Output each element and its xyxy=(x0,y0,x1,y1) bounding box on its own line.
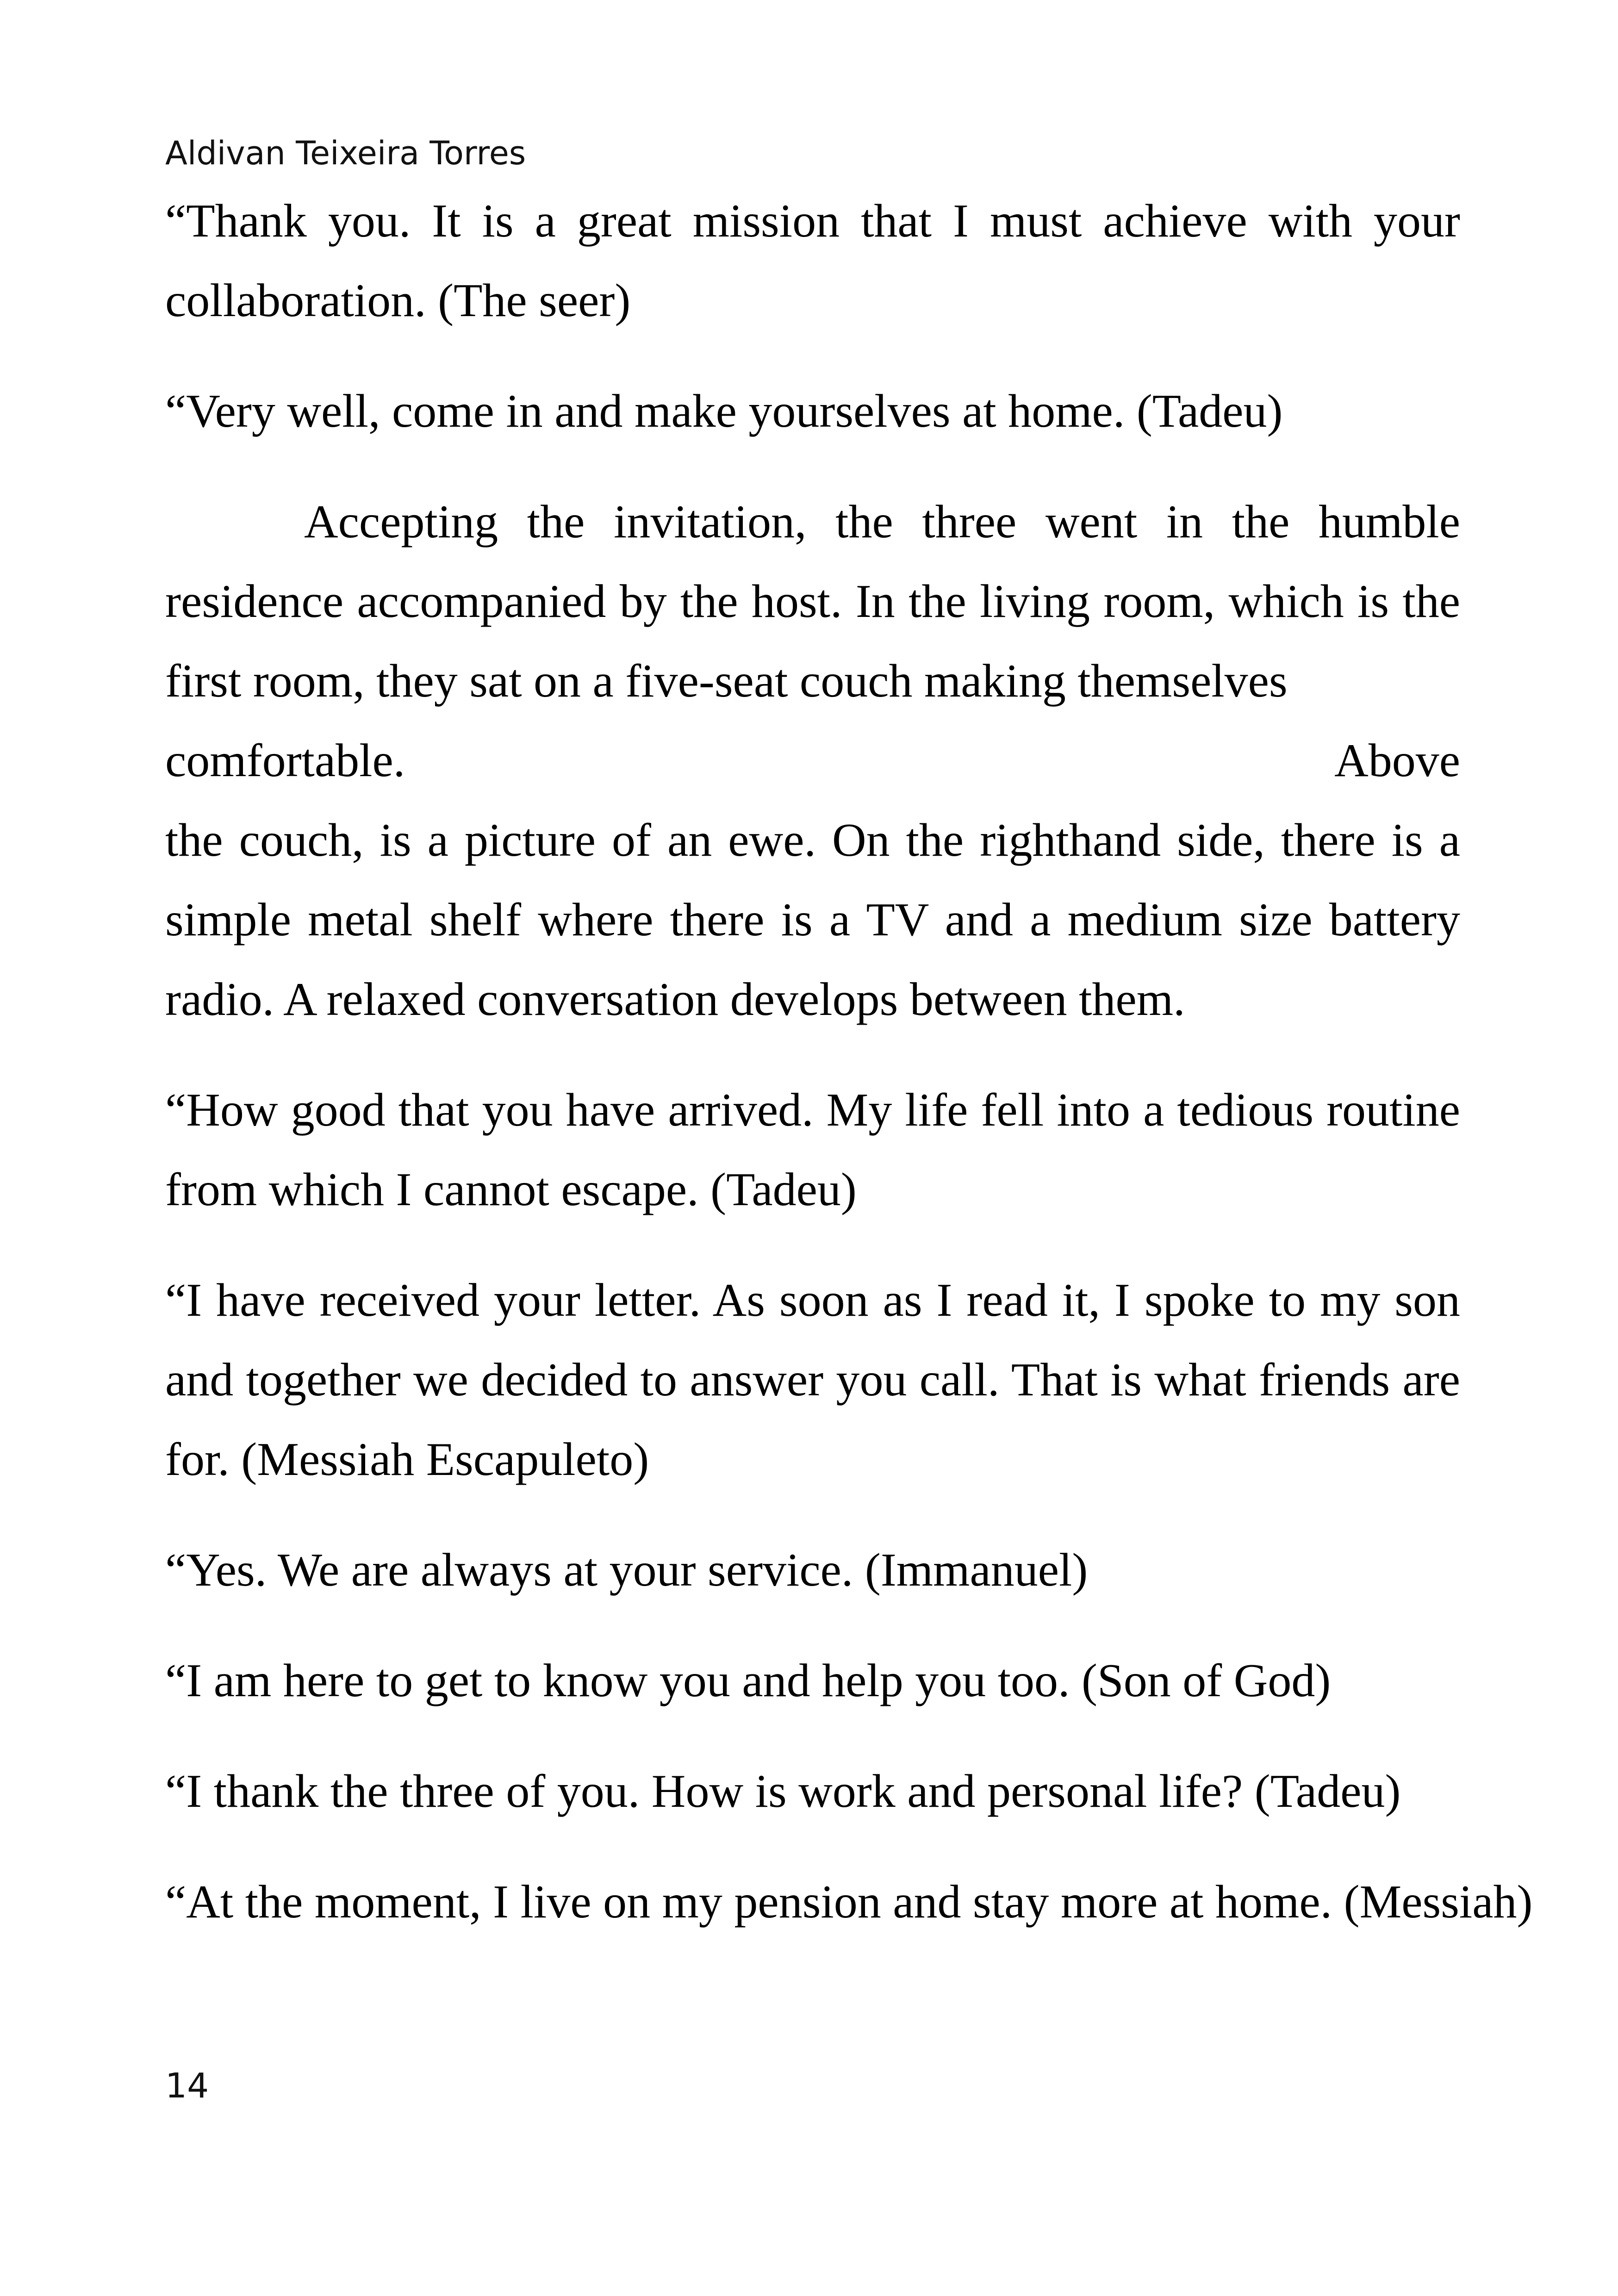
dialogue-paragraph: “Very well, come in and make yourselves at home. (Tadeu) xyxy=(165,385,1283,437)
dialogue-paragraph: “Thank you. It is a great mission that I must achieve with your collaboration. (The seer) xyxy=(165,195,1460,327)
running-header-author: Aldivan Teixeira Torres xyxy=(165,134,526,172)
narrative-fragment-right: Above xyxy=(1334,734,1460,787)
narrative-break-line xyxy=(165,721,1460,801)
dialogue-paragraph: “At the moment, I live on my pension and stay more at home. (Messiah) xyxy=(165,1876,1533,1928)
dialogue-paragraph: “I have received your letter. As soon as I read it, I spoke to my son and together we decided to answer you call. That is what friends are for. (Messiah Escapuleto) xyxy=(165,1274,1460,1486)
narrative-fragment-left: comfortable. xyxy=(165,734,405,787)
narrative-text: Accepting the invitation, the three went in the humble residence accompanied by the host. In the living room, which is the first room, they sat on a five-seat couch making themselves xyxy=(165,496,1460,707)
page-number: 14 xyxy=(165,2066,209,2106)
narrative-text: the couch, is a picture of an ewe. On the righthand side, there is a simple metal shelf where there is a TV and a medium size battery radio. A relaxed conversation develops between them. xyxy=(165,814,1460,1026)
dialogue-paragraph: “How good that you have arrived. My life fell into a tedious routine from which I cannot escape. (Tadeu) xyxy=(165,1084,1460,1216)
dialogue-paragraph: “Yes. We are always at your service. (Immanuel) xyxy=(165,1544,1088,1596)
body-text xyxy=(165,181,1533,1942)
dialogue-paragraph: “I am here to get to know you and help you too. (Son of God) xyxy=(165,1655,1331,1707)
narrative-paragraph xyxy=(165,482,1460,1039)
dialogue-paragraph: “I thank the three of you. How is work and personal life? (Tadeu) xyxy=(165,1765,1401,1817)
